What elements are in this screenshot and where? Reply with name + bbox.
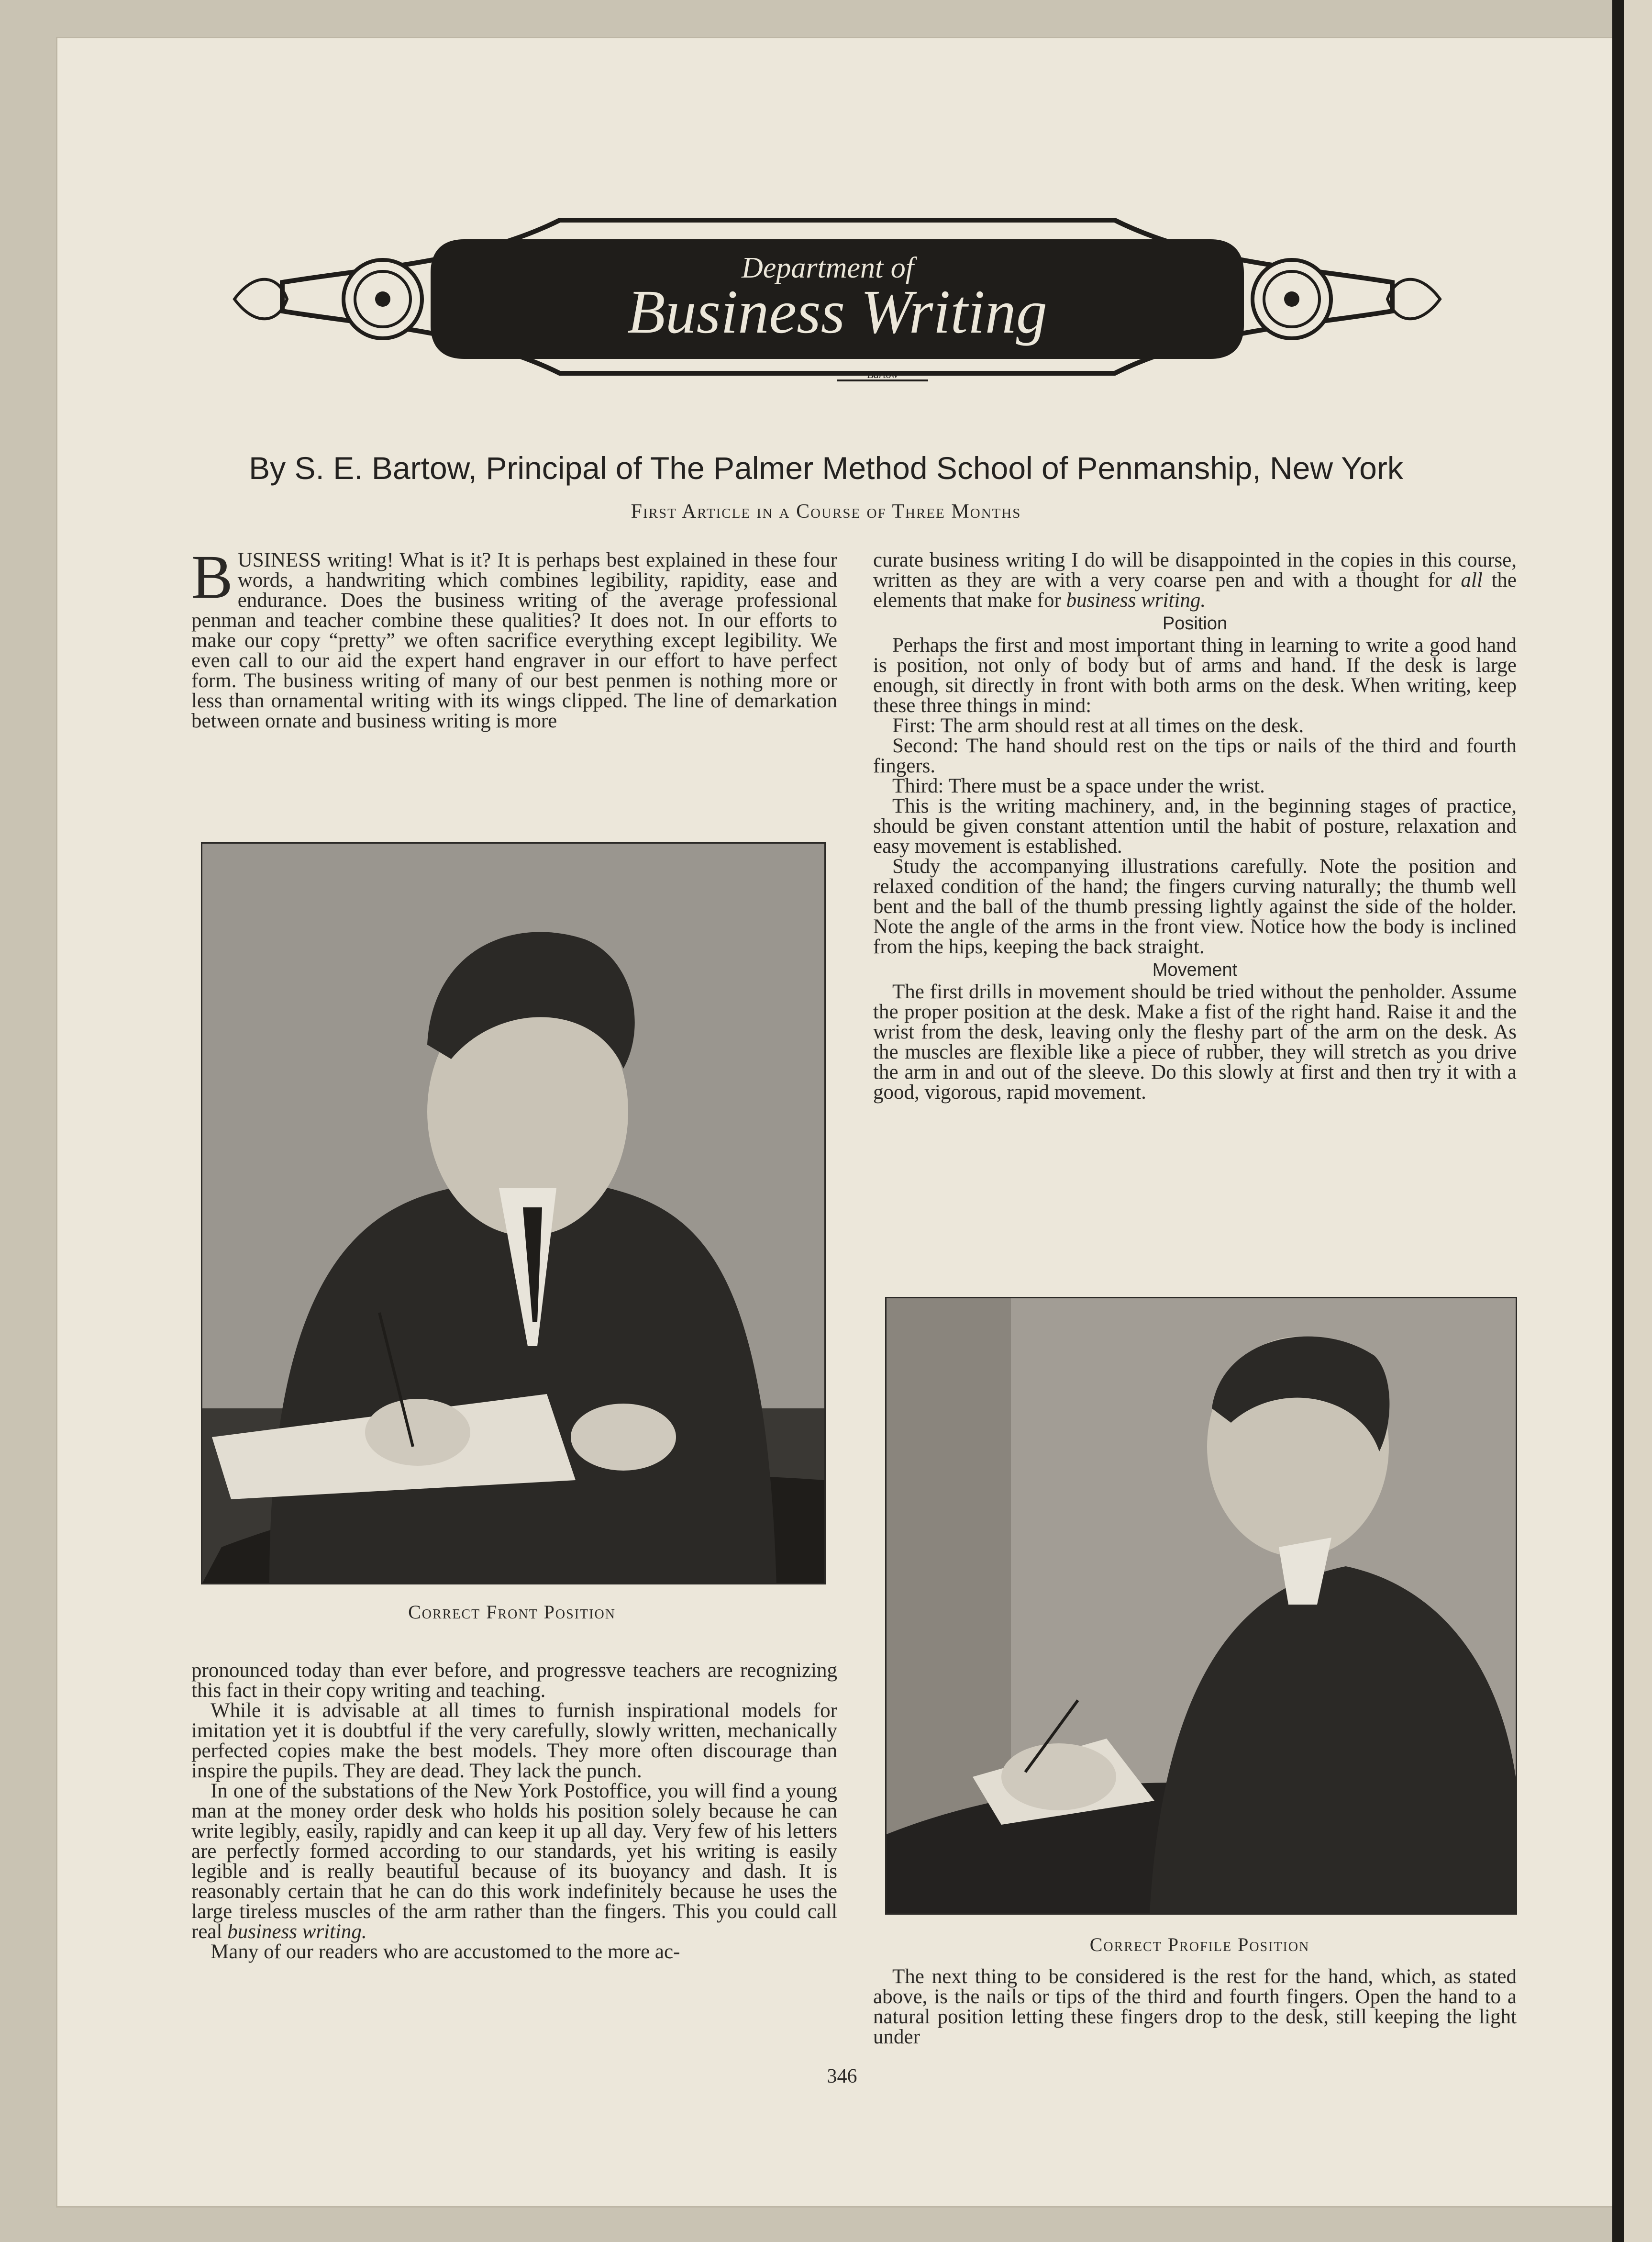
- next-page-edge: [1624, 0, 1652, 2242]
- paragraph-continued: pronounced today than ever before, and progressve teachers are recognizing this fact in their copy writing and teaching.: [191, 1659, 837, 1702]
- paragraph-hand-rest: The next thing to be considered is the rest for the hand, which, as stated above, is the nails or tips of the third and fourth fingers. Open the hand to a natural position letting these fingers drop to the desk, still keeping the light under: [873, 1965, 1517, 2048]
- paragraph-copies: curate business writing I do will be disappointed in the copies in this course, written as they are with a very coarse pen and with a thought for all the elements that make for business writing.: [873, 549, 1517, 612]
- paragraph-postoffice: In one of the substations of the New York Postoffice, you will find a young man at the money order desk who holds his position solely because he can write legibly, easily, rapidly and can keep it up all day. Very few of his letters are perfectly formed according to our standards, yet his writing is easily legible and is really beautiful because of its buoyancy and dash. It is reasonably certain that he can do this work indefinitely because he uses the large tireless muscles of the arm rather than the fingers. This you could call real business writing.: [191, 1780, 837, 1943]
- byline: By S. E. Bartow, Principal of The Palmer Method School of Penmanship, New York: [249, 450, 1403, 486]
- department-banner: [225, 201, 1450, 402]
- banner-ornament: [225, 201, 1450, 402]
- paragraph-study: Study the accompanying illustrations carefully. Note the position and relaxed condition of the hand; the fingers curving naturally; the thumb well bent and the ball of the thumb pressing lightly against the side of the holder. Note the angle of the arms in the front view. Notice how the body is inclined from the hips, keeping the back straight.: [873, 855, 1517, 958]
- drop-cap: B: [191, 543, 233, 612]
- banner-dept-text: Department of: [742, 252, 914, 284]
- banner-title-text: Business Writing: [627, 278, 1047, 346]
- banner-signature: Bartow: [867, 368, 898, 380]
- caption-profile-position: Correct Profile Position: [1089, 1934, 1310, 1955]
- paragraph-machinery: This is the writing machinery, and, in the beginning stages of practice, should be given constant attention until the habit of posture, relaxation and easy movement is established.: [873, 795, 1517, 858]
- paragraph-movement: The first drills in movement should be tried without the penholder. Assume the proper position at the desk. Make a fist of the right hand. Raise it and the wrist from the desk, leaving only the fleshy part of the arm on the desk. As the muscles are flexible like a piece of rubber, they will stretch as you drive the arm in and out of the sleeve. Do this slowly at first and then try it with a good, vigorous, rapid movement.: [873, 981, 1517, 1104]
- paragraph-position: Perhaps the first and most important thing in learning to write a good hand is position, not only of body but of arms and hand. If the desk is large enough, sit directly in front with both arms on the desk. When writing, keep these three things in mind:: [873, 634, 1517, 717]
- photo-profile-position: [885, 1297, 1517, 1915]
- paragraph-readers: Many of our readers who are accustomed to the more ac-: [211, 1941, 680, 1963]
- rule-second: Second: The hand should rest on the tips or nails of the third and fourth fingers.: [873, 735, 1517, 777]
- left-column-bottom: [191, 1661, 837, 1962]
- rosette-left-icon: [344, 260, 422, 338]
- rule-third: Third: There must be a space under the wrist.: [892, 775, 1265, 797]
- rule-first: First: The arm should rest at all times on the desk.: [892, 714, 1304, 737]
- caption-front-position: Correct Front Position: [408, 1601, 616, 1623]
- heading-movement: Movement: [1152, 960, 1238, 980]
- right-column-top: [873, 550, 1517, 1103]
- rosette-right-icon: [1253, 260, 1331, 338]
- photo-profile-image: [887, 1298, 1516, 1913]
- left-column-top: [191, 543, 837, 732]
- paragraph-models: While it is advisable at all times to furnish inspirational models for imitation yet it is doubtful if the very carefully, slowly written, mechanically perfected copies make the best models. They more often discourage than inspire the pupils. They are dead. They lack the punch.: [191, 1699, 837, 1782]
- photo-front-image: [202, 844, 824, 1583]
- page-number: 346: [827, 2065, 857, 2087]
- photo-front-position: [201, 842, 826, 1584]
- opening-paragraph: BUSINESS writing! What is it? It is perhaps best explained in these four words, a handwriting which combines legibility, rapidity, ease and endurance. Does the business writing of the average professional penman and teacher combine these qualities? It does not. In our efforts to make our copy “pretty” we often sacrifice everything except legibility. We even call to our aid the expert hand engraver in our effort to have perfect form. The business writing of many of our best penmen is nothing more or less than ornamental writing with its wings clipped. The line of demarkation between ornate and business writing is more: [191, 543, 837, 732]
- heading-position: Position: [1162, 613, 1228, 634]
- right-column-bottom: [873, 1967, 1517, 2047]
- article-subtitle: First Article in a Course of Three Months: [631, 501, 1021, 523]
